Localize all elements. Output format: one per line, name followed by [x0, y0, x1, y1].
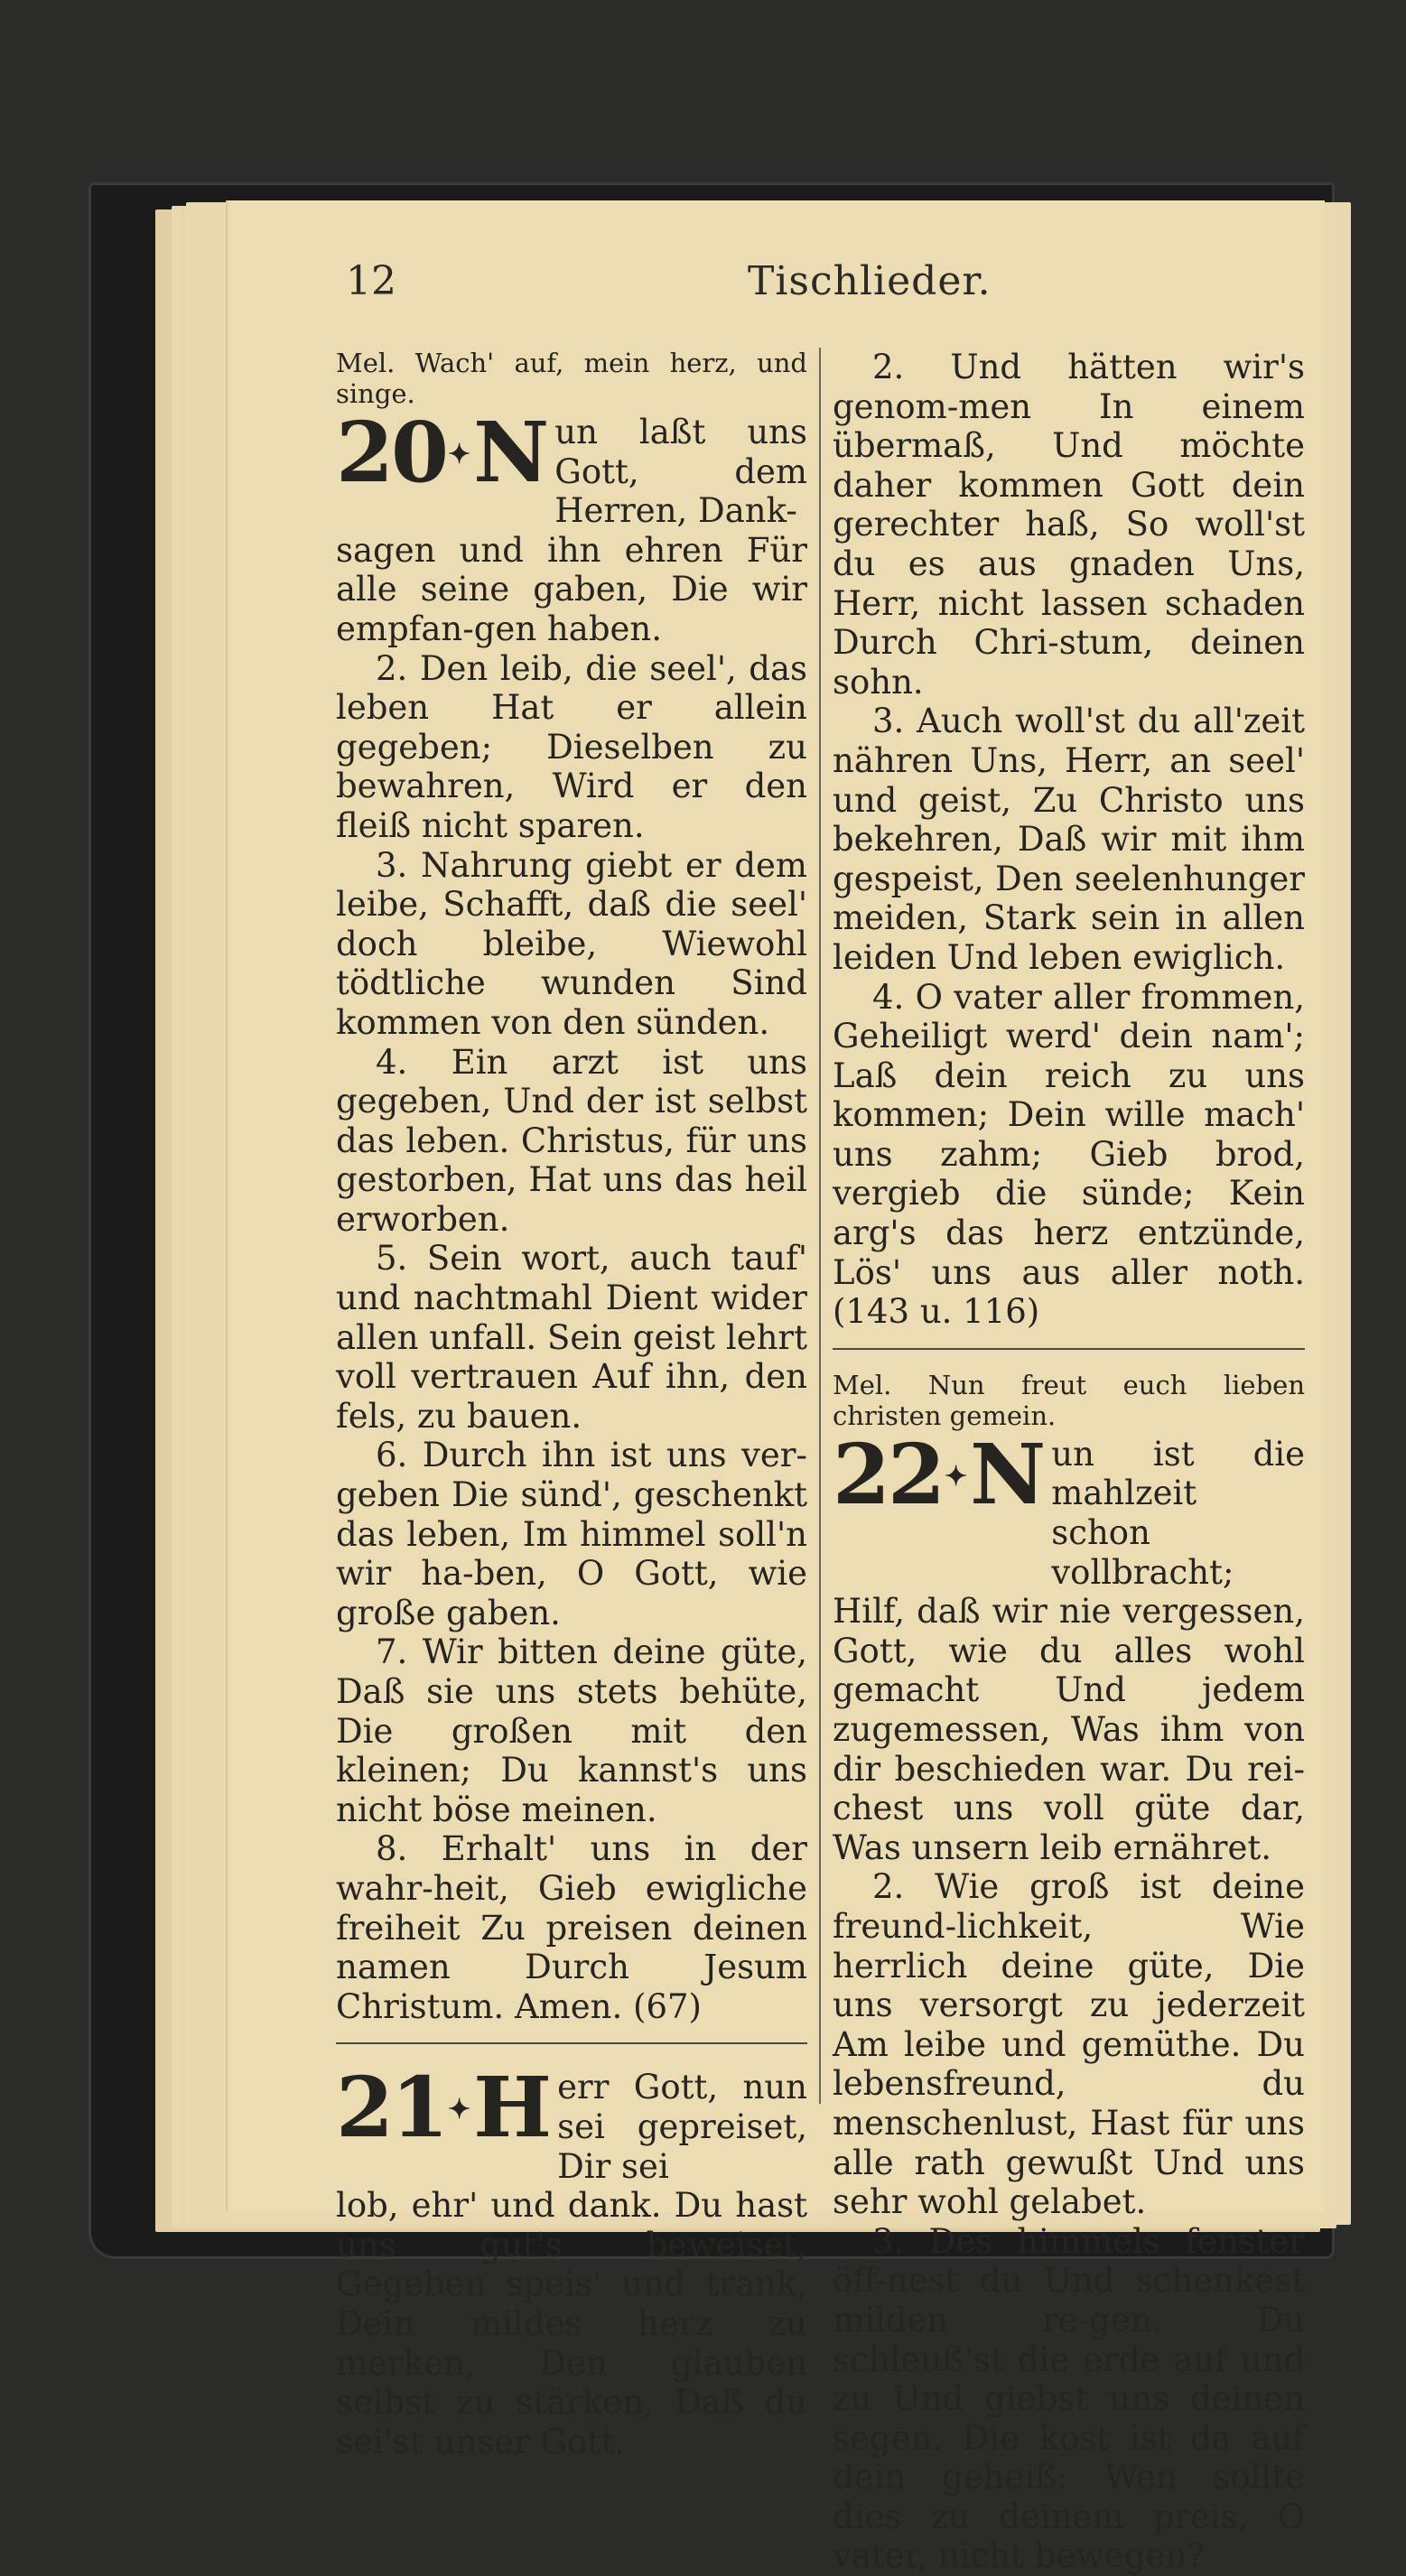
verse-text: 4. Ein arzt ist uns gegeben, Und der ist selbst das leben. Christus, für uns gestorben, Hat uns das heil erworben. — [336, 1042, 807, 1239]
verse-text: 4. O vater aller frommen, Geheiligt werd' dein nam'; Laß dein reich zu uns kommen; Dein wille mach' uns zahm; Gieb brod, vergieb die sünde; Kein arg's das herz entzünde, Lös' uns aus aller noth. (143 u. 116) — [833, 977, 1305, 1332]
melody-line: Mel. Nun freut euch lieben christen gemein. — [833, 1369, 1305, 1431]
drop-initial: H — [473, 2059, 553, 2157]
hymn-number: 21✦ — [336, 2059, 469, 2157]
verse-text: 3. Auch woll'st du all'zeit nähren Uns, Herr, an seel' und geist, Zu Christo uns bekehren, Daß wir mit ihm gespeist, Den seelenhunger meiden, Stark sein in allen leiden Und leben ewiglich. — [833, 702, 1305, 977]
hymn-20-start — [336, 404, 807, 531]
verse-text: 6. Durch ihn ist uns ver-geben Die sünd', geschenkt das leben, Im himmel soll'n wir ha-ben, O Gott, wie große gaben. — [336, 1436, 807, 1632]
verse-text: 3. Nahrung giebt er dem leibe, Schafft, daß die seel' doch bleibe, Wiewohl tödtliche wunden Sind kommen von den sünden. — [336, 845, 807, 1042]
hymn-first-line: err Gott, nun sei gepreiset, Dir sei — [557, 2068, 807, 2186]
verse-text: 3. Des himmels fenster öff-nest du Und schenkest milden re-gen. Du schleuß'st die erde auf und zu Und giebst uns deinen segen. Die kost ist da auf dein geheiß: Wen sollte dies zu deinem preis, O vater, nicht bewegen? — [833, 2221, 1305, 2576]
verse-text: 5. Sein wort, auch tauf' und nachtmahl Dient wider allen unfall. Sein geist lehrt voll vertrauen Auf ihn, den fels, zu bauen. — [336, 1239, 807, 1436]
verse-text: 2. Den leib, die seel', das leben Hat er allein gegeben; Dieselben zu bewahren, Wird er den fleiß nicht sparen. — [336, 648, 807, 845]
verse-text: Hilf, daß wir nie vergessen, Gott, wie du alles wohl gemacht Und jedem zugemessen, Was ihm von dir beschieden war. Du rei-chest uns voll güte dar, Was unsern leib ernähret. — [833, 1592, 1305, 1867]
drop-initial: N — [970, 1425, 1047, 1523]
verse-text: 2. Und hätten wir's genom-men In einem übermaß, Und möchte daher kommen Gott dein gerechter haß, So woll'st du es aus gnaden Uns, Herr, nicht lassen schaden Durch Chri-stum, deinen sohn. — [833, 348, 1305, 702]
hymn-number: 20✦ — [336, 404, 469, 501]
verse-text: 2. Wie groß ist deine freund-lichkeit, Wie herrlich deine güte, Die uns versorgt zu jederzeit Am leibe und gemüthe. Du lebensfreund, du menschenlust, Hast für uns alle rath gewußt Und uns sehr wohl gelabet. — [833, 1867, 1305, 2222]
left-column — [336, 348, 807, 2461]
right-column — [833, 348, 1305, 2576]
hymn-number: 22✦ — [833, 1425, 965, 1523]
page-header — [346, 258, 992, 321]
verse-text: lob, ehr' und dank. Du hast uns gut's beweiset, Gegeben speis' und trank, Dein mildes herz zu merken, Den glauben selbst zu stärken, Daß du sei'st unser Gott. — [336, 2186, 807, 2461]
section-rule — [336, 2042, 807, 2044]
column-divider — [819, 348, 821, 2104]
melody-line: Mel. Wach' auf, mein herz, und singe. — [336, 348, 807, 409]
hymn-22-start — [833, 1425, 1305, 1592]
page-number: 12 — [346, 258, 396, 304]
verse-text: 8. Erhalt' uns in der wahr-heit, Gieb ewigliche freiheit Zu preisen deinen namen Durch Jesum Christum. Amen. (67) — [336, 1829, 807, 2026]
verse-text: 7. Wir bitten deine güte, Daß sie uns stets behüte, Die großen mit den kleinen; Du kannst's uns nicht böse meinen. — [336, 1632, 807, 1829]
section-rule — [833, 1348, 1305, 1350]
hymn-21-start — [336, 2059, 807, 2186]
hymn-first-line: un ist die mahlzeit schon vollbracht; — [1051, 1434, 1305, 1592]
hymn-first-line: un laßt uns Gott, dem Herren, Dank- — [554, 413, 807, 531]
running-title: Tischlieder. — [748, 258, 992, 304]
drop-initial: N — [473, 404, 550, 501]
verse-text: sagen und ihn ehren Für alle seine gaben, Die wir empfan-gen haben. — [336, 530, 807, 648]
